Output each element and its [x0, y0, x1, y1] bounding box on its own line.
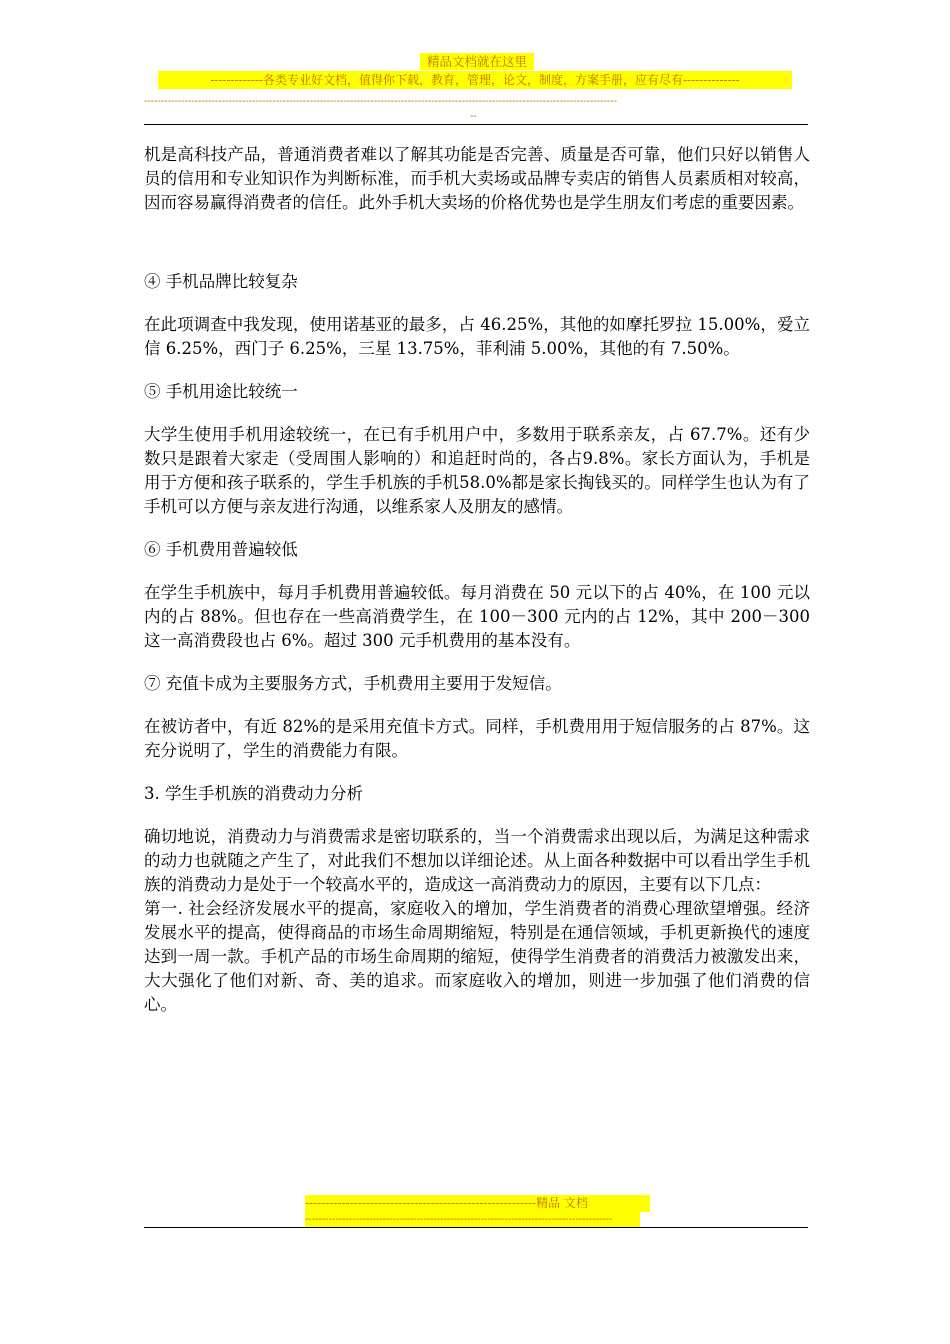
footer-line-2: -------------------------------------------------------------------------------------------: [305, 1212, 640, 1227]
header-banner: 精品文档就在这里: [420, 53, 534, 70]
document-body: [144, 143, 810, 1017]
header-rule: [144, 124, 808, 125]
footer-rule: [144, 1227, 808, 1228]
paragraph-cost: 在学生手机族中，每月手机费用普遍较低。每月消费在 50 元以下的占 40%，在 100 元以内的占 88%。但也存在一些高消费学生，在 100－300 元内的占 12%，其中 200－300 这一高消费段也占 6%。超过 300 元手机费用的基本没有。: [144, 583, 810, 650]
header-tagline: -------------各类专业好文档，值得你下载，教育，管理，论文，制度，方案手册，应有尽有--------------: [158, 71, 792, 89]
footer-line-1: ---------------------------------------------------------精品 文档: [305, 1195, 650, 1212]
paragraph-prepaid: 在被访者中，有近 82%的是采用充值卡方式。同样，手机费用用于短信服务的占 87%。这充分说明了，学生的消费能力有限。: [144, 717, 810, 760]
header-dash-tail: --: [470, 111, 477, 122]
paragraph-usage: 大学生使用手机用途较统一，在已有手机用户中，多数用于联系亲友，占 67.7%。还有少数只是跟着大家走（受周围人影响的）和追赶时尚的，各占9.8%。家长方面认为，手机是用于方便和孩子联系的，学生手机族的手机58.0%都是家长掏钱买的。同样学生也认为有了手机可以方便与亲友进行沟通，以维系家人及朋友的感情。: [144, 425, 810, 516]
heading-brand: ④ 手机品牌比较复杂: [144, 272, 298, 291]
heading-prepaid: ⑦ 充值卡成为主要服务方式，手机费用主要用于发短信。: [144, 674, 562, 693]
paragraph-motivation: 确切地说，消费动力与消费需求是密切联系的，当一个消费需求出现以后，为满足这种需求的动力也就随之产生了，对此我们不想加以详细论述。从上面各种数据中可以看出学生手机族的消费动力是处于一个较高水平的，造成这一高消费动力的原因，主要有以下几点：: [144, 827, 810, 894]
paragraph-brand: 在此项调查中我发现，使用诺基亚的最多，占 46.25%，其他的如摩托罗拉 15.00%，爱立信 6.25%，西门子 6.25%，三星 13.75%，菲利浦 5.00%，其他的有 7.50%。: [144, 315, 810, 358]
header-dash-line: --------------------------------------------------------------------------------------------------------------------------------------------: [144, 96, 618, 107]
paragraph-first-reason: 第一. 社会经济发展水平的提高，家庭收入的增加，学生消费者的消费心理欲望增强。经济发展水平的提高，使得商品的市场生命周期缩短，特别是在通信领域，手机更新换代的速度达到一周一款。手机产品的市场生命周期的缩短，使得学生消费者的消费活力被激发出来，大大强化了他们对新、奇、美的追求。而家庭收入的增加，则进一步加强了他们消费的信心。: [144, 899, 810, 1014]
heading-section-3: 3. 学生手机族的消费动力分析: [144, 784, 363, 803]
heading-usage: ⑤ 手机用途比较统一: [144, 382, 298, 401]
heading-cost: ⑥ 手机费用普遍较低: [144, 540, 298, 559]
paragraph-intro: 机是高科技产品，普通消费者难以了解其功能是否完善、质量是否可靠，他们只好以销售人员的信用和专业知识作为判断标准，而手机大卖场或品牌专卖店的销售人员素质相对较高，因而容易赢得消费者的信任。此外手机大卖场的价格优势也是学生朋友们考虑的重要因素。: [144, 145, 810, 212]
